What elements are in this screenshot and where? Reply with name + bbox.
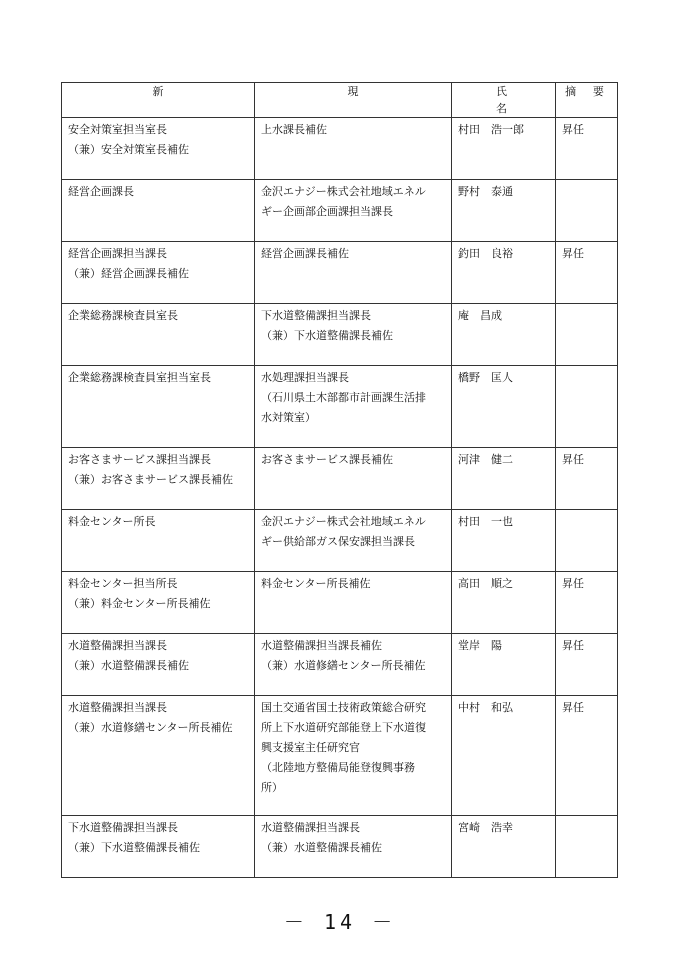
cell-new-position-line: 料金センター担当所長	[68, 577, 178, 590]
cell-name: 中村 和弘	[452, 696, 556, 816]
cell-current-position	[255, 816, 452, 878]
cell-note: 昇任	[556, 572, 618, 634]
cell-new-position	[62, 118, 255, 180]
page-number: － 14 －	[283, 910, 397, 934]
cell-current-position	[255, 118, 452, 180]
cell-note: 昇任	[556, 242, 618, 304]
cell-name: 河津 健二	[452, 448, 556, 510]
cell-new-position-line: （兼）経営企画課長補佐	[68, 267, 189, 280]
cell-current-position-line: 水対策室）	[261, 411, 316, 424]
cell-current-position-line: 金沢エナジー株式会社地域エネル	[261, 515, 426, 528]
cell-current-position-line: （石川県土木部都市計画課生活排	[261, 391, 426, 404]
cell-current-position	[255, 180, 452, 242]
cell-new-position-line: 安全対策室担当室長	[68, 123, 167, 136]
cell-new-position	[62, 304, 255, 366]
cell-new-position	[62, 510, 255, 572]
table-row	[62, 304, 618, 366]
header-row	[62, 83, 618, 118]
cell-note	[556, 304, 618, 366]
cell-current-position-line: 水道整備課担当課長	[261, 821, 360, 834]
cell-current-position	[255, 572, 452, 634]
cell-current-position-line: 料金センター所長補佐	[261, 577, 371, 590]
table-row	[62, 448, 618, 510]
cell-current-position	[255, 696, 452, 816]
cell-name: 村田 一也	[452, 510, 556, 572]
cell-note: 昇任	[556, 118, 618, 180]
cell-new-position-line: 下水道整備課担当課長	[68, 821, 178, 834]
cell-new-position	[62, 242, 255, 304]
cell-current-position-line: 経営企画課長補佐	[261, 247, 349, 260]
table-body	[62, 118, 618, 878]
cell-note	[556, 510, 618, 572]
cell-current-position-line: ギー企画部企画課担当課長	[261, 205, 393, 218]
cell-new-position	[62, 634, 255, 696]
cell-current-position-line: 上水課長補佐	[261, 123, 327, 136]
cell-new-position-line: （兼）水道修繕センター所長補佐	[68, 721, 233, 734]
cell-name: 釣田 良裕	[452, 242, 556, 304]
cell-name: 堂岸 陽	[452, 634, 556, 696]
table-row	[62, 510, 618, 572]
cell-new-position-line: お客さまサービス課担当課長	[68, 453, 211, 466]
cell-current-position-line: 所上下水道研究部能登上下水道復	[261, 721, 426, 734]
cell-name: 橋野 匡人	[452, 366, 556, 448]
cell-current-position-line: （兼）水道整備課長補佐	[261, 841, 382, 854]
cell-current-position-line: ギー供給部ガス保安課担当課長	[261, 535, 415, 548]
cell-current-position-line: 下水道整備課担当課長	[261, 309, 371, 322]
cell-new-position	[62, 366, 255, 448]
table-row	[62, 572, 618, 634]
cell-current-position-line: （兼）下水道整備課長補佐	[261, 329, 393, 342]
cell-name: 野村 泰通	[452, 180, 556, 242]
cell-note	[556, 816, 618, 878]
cell-current-position	[255, 304, 452, 366]
cell-new-position	[62, 816, 255, 878]
table-row	[62, 816, 618, 878]
cell-new-position-line: （兼）水道整備課長補佐	[68, 659, 189, 672]
table-row	[62, 242, 618, 304]
cell-new-position-line: 企業総務課検査員室担当室長	[68, 371, 211, 384]
cell-current-position-line: 水処理課担当課長	[261, 371, 349, 384]
cell-new-position-line: （兼）お客さまサービス課長補佐	[68, 473, 233, 486]
personnel-table	[61, 82, 618, 878]
cell-new-position-line: 企業総務課検査員室長	[68, 309, 178, 322]
table-row	[62, 634, 618, 696]
cell-name: 庵 昌成	[452, 304, 556, 366]
cell-current-position-line: 興支援室主任研究官	[261, 741, 360, 754]
cell-current-position	[255, 634, 452, 696]
cell-new-position-line: 水道整備課担当課長	[68, 639, 167, 652]
cell-note	[556, 180, 618, 242]
cell-note: 昇任	[556, 448, 618, 510]
cell-current-position	[255, 242, 452, 304]
cell-new-position-line: 経営企画課長	[68, 185, 134, 198]
cell-current-position-line: 所）	[261, 781, 283, 794]
cell-new-position-line: （兼）料金センター所長補佐	[68, 597, 211, 610]
cell-current-position-line: （北陸地方整備局能登復興事務	[261, 761, 415, 774]
cell-note: 昇任	[556, 696, 618, 816]
table-row	[62, 180, 618, 242]
cell-new-position	[62, 448, 255, 510]
cell-new-position-line: （兼）下水道整備課長補佐	[68, 841, 200, 854]
cell-note	[556, 366, 618, 448]
cell-new-position-line: 水道整備課担当課長	[68, 701, 167, 714]
cell-current-position	[255, 366, 452, 448]
cell-name: 高田 順之	[452, 572, 556, 634]
cell-current-position-line: 国土交通省国土技術政策総合研究	[261, 701, 426, 714]
cell-current-position-line: （兼）水道修繕センター所長補佐	[261, 659, 426, 672]
cell-new-position	[62, 180, 255, 242]
cell-new-position-line: 経営企画課担当課長	[68, 247, 167, 260]
header-current: 現	[255, 83, 452, 118]
table-row	[62, 696, 618, 816]
header-new: 新	[62, 83, 255, 118]
cell-current-position	[255, 510, 452, 572]
cell-current-position-line: 水道整備課担当課長補佐	[261, 639, 382, 652]
header-name: 氏 名	[452, 83, 556, 118]
cell-new-position	[62, 572, 255, 634]
cell-note: 昇任	[556, 634, 618, 696]
cell-name: 宮崎 浩幸	[452, 816, 556, 878]
table-row	[62, 366, 618, 448]
cell-new-position	[62, 696, 255, 816]
cell-current-position-line: 金沢エナジー株式会社地域エネル	[261, 185, 426, 198]
cell-new-position-line: 料金センター所長	[68, 515, 156, 528]
cell-name: 村田 浩一郎	[452, 118, 556, 180]
cell-current-position-line: お客さまサービス課長補佐	[261, 453, 393, 466]
cell-new-position-line: （兼）安全対策室長補佐	[68, 143, 189, 156]
header-note: 摘 要	[556, 83, 618, 118]
table-row	[62, 118, 618, 180]
cell-current-position	[255, 448, 452, 510]
